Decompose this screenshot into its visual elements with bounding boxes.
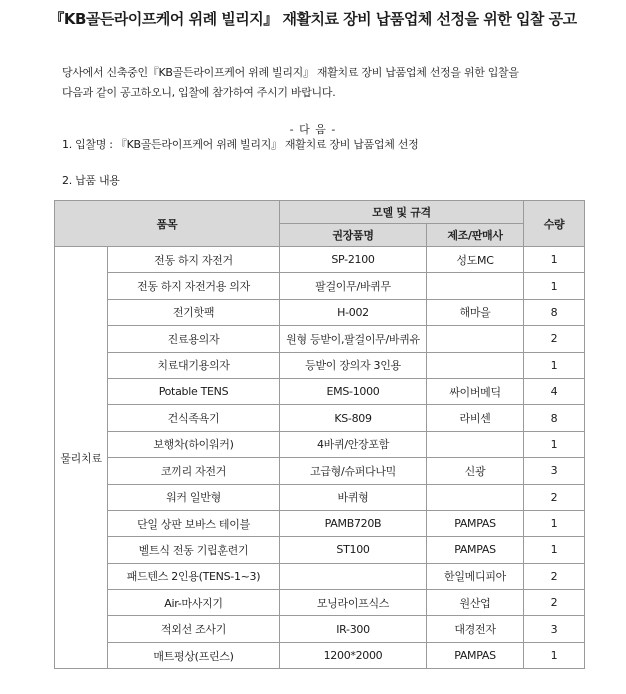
table-row: [55, 378, 585, 404]
qty-cell: 1: [524, 642, 585, 668]
qty-cell: 1: [524, 247, 585, 273]
maker-cell: PAMPAS: [427, 537, 524, 563]
item-name-cell: 단일 상판 보바스 테이블: [108, 510, 280, 536]
item-name-cell: Air-마사지기: [108, 590, 280, 616]
model-cell: 바퀴형: [280, 484, 427, 510]
page-title: 『KB골든라이프케어 위례 빌리지』 재활치료 장비 납품업체 선정을 위한 입찰 공고: [49, 10, 577, 28]
maker-cell: 싸이버메딕: [427, 378, 524, 404]
table-row: [55, 247, 585, 273]
qty-cell: 1: [524, 273, 585, 299]
model-cell: 팔걸이무/바퀴무: [280, 273, 427, 299]
table-row: [55, 273, 585, 299]
model-cell: EMS-1000: [280, 378, 427, 404]
delivery-content-heading: 2. 납품 내용: [62, 174, 120, 187]
model-cell: 모닝라이프식스: [280, 590, 427, 616]
table-row: [55, 431, 585, 457]
qty-cell: 1: [524, 352, 585, 378]
bid-name-item: 1. 입찰명 : 『KB골든라이프케어 위례 빌리지』 재활치료 장비 납품업체 선정: [62, 138, 419, 151]
category-cell: 물리치료: [55, 247, 108, 669]
qty-cell: 3: [524, 458, 585, 484]
table-row: [55, 537, 585, 563]
table-row: [55, 458, 585, 484]
equipment-table: [54, 200, 585, 669]
model-cell: KS-809: [280, 405, 427, 431]
item-name-cell: 전동 하지 자전거: [108, 247, 280, 273]
item-name-cell: 벨트식 전동 기립훈련기: [108, 537, 280, 563]
model-cell: 원형 등받이,팔걸이무/바퀴유: [280, 326, 427, 352]
maker-cell: [427, 352, 524, 378]
item-name-cell: 매트평상(프린스): [108, 642, 280, 668]
maker-cell: [427, 484, 524, 510]
item-name-cell: 전동 하지 자전거용 의자: [108, 273, 280, 299]
item-name-cell: Potable TENS: [108, 378, 280, 404]
table-row: [55, 563, 585, 589]
table-row: [55, 484, 585, 510]
maker-cell: 한일메디피아: [427, 563, 524, 589]
maker-cell: [427, 326, 524, 352]
model-cell: SP-2100: [280, 247, 427, 273]
maker-cell: [427, 273, 524, 299]
item-name-cell: 패드텐스 2인용(TENS-1~3): [108, 563, 280, 589]
maker-cell: PAMPAS: [427, 642, 524, 668]
table-row: [55, 405, 585, 431]
table-row: [55, 510, 585, 536]
model-cell: 고급형/슈퍼다나믹: [280, 458, 427, 484]
header-item: 품목: [55, 201, 280, 247]
model-cell: 1200*2000: [280, 642, 427, 668]
item-name-cell: 전기핫팩: [108, 299, 280, 325]
model-cell: [280, 563, 427, 589]
qty-cell: 1: [524, 510, 585, 536]
model-cell: ST100: [280, 537, 427, 563]
qty-cell: 1: [524, 431, 585, 457]
model-cell: 4바퀴/안장포함: [280, 431, 427, 457]
qty-cell: 1: [524, 537, 585, 563]
item-name-cell: 치료대기용의자: [108, 352, 280, 378]
intro-line-2: 다음과 같이 공고하오니, 입찰에 참가하여 주시기 바랍니다.: [62, 86, 336, 99]
model-cell: IR-300: [280, 616, 427, 642]
table-row: [55, 642, 585, 668]
header-model-spec: 모델 및 규격: [280, 201, 524, 224]
table-row: [55, 590, 585, 616]
qty-cell: 2: [524, 484, 585, 510]
qty-cell: 8: [524, 299, 585, 325]
qty-cell: 4: [524, 378, 585, 404]
qty-cell: 2: [524, 590, 585, 616]
model-cell: PAMB720B: [280, 510, 427, 536]
table-row: [55, 352, 585, 378]
qty-cell: 2: [524, 326, 585, 352]
header-maker: 제조/판매사: [427, 224, 524, 247]
table-body: [55, 247, 585, 669]
section-divider-text: - 다 음 -: [289, 123, 337, 136]
qty-cell: 2: [524, 563, 585, 589]
intro-paragraph: [62, 63, 582, 103]
table-row: [55, 299, 585, 325]
header-qty: 수량: [524, 201, 585, 247]
qty-cell: 3: [524, 616, 585, 642]
maker-cell: 신광: [427, 458, 524, 484]
maker-cell: 원산업: [427, 590, 524, 616]
item-name-cell: 진료용의자: [108, 326, 280, 352]
maker-cell: 성도MC: [427, 247, 524, 273]
model-cell: H-002: [280, 299, 427, 325]
maker-cell: 라비센: [427, 405, 524, 431]
item-name-cell: 워커 일반형: [108, 484, 280, 510]
maker-cell: 해마을: [427, 299, 524, 325]
maker-cell: 대경전자: [427, 616, 524, 642]
item-name-cell: 적외선 조사기: [108, 616, 280, 642]
maker-cell: PAMPAS: [427, 510, 524, 536]
header-recommended: 권장품명: [280, 224, 427, 247]
table-row: [55, 326, 585, 352]
qty-cell: 8: [524, 405, 585, 431]
table-row: [55, 616, 585, 642]
item-name-cell: 건식족욕기: [108, 405, 280, 431]
model-cell: 등받이 장의자 3인용: [280, 352, 427, 378]
item-name-cell: 보행차(하이워커): [108, 431, 280, 457]
item-name-cell: 코끼리 자전거: [108, 458, 280, 484]
intro-line-1: 당사에서 신축중인『KB골든라이프케어 위례 빌리지』 재활치료 장비 납품업체 선정을 위한 입찰을: [62, 66, 519, 79]
maker-cell: [427, 431, 524, 457]
